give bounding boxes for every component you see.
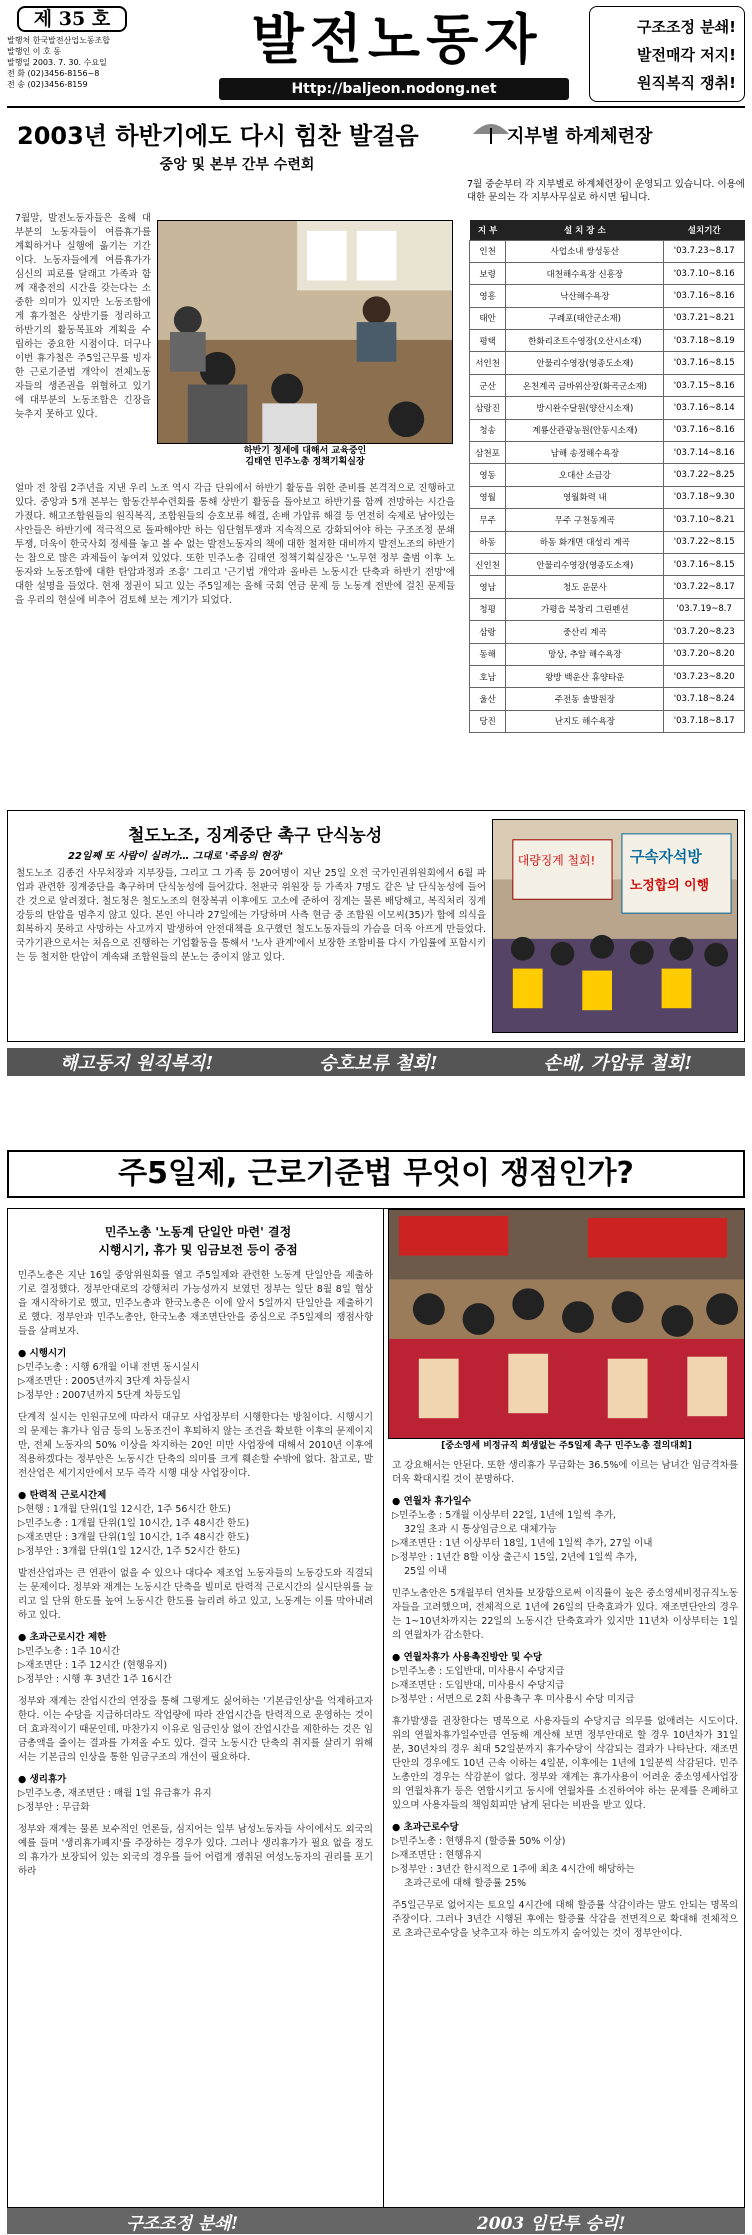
table-cell: '03.7.20~8.20 — [664, 643, 745, 665]
table-row — [470, 710, 745, 732]
table-cell: 동해 — [470, 643, 506, 665]
list-item: ▷재조면단 : 2005년까지 3단계 차등실시 — [18, 1376, 191, 1387]
table-cell: '03.7.23~8.17 — [664, 240, 745, 262]
section-heading: ● 탄력적 근로시간제 — [18, 1490, 107, 1501]
table-row — [470, 374, 745, 396]
table-cell: '03.7.16~8.16 — [664, 285, 745, 307]
section-heading: ● 시행시기 — [18, 1348, 67, 1359]
left-column — [18, 1269, 373, 2204]
slogan: 승호보류 철회! — [319, 1053, 438, 1074]
table-cell: 대천해수욕장 신흥장 — [506, 262, 664, 284]
table-cell: 낙산해수욕장 — [506, 285, 664, 307]
divider — [7, 106, 745, 108]
list-item: ▷정부안 : 3개월 단위(1일 12시간, 1주 52시간 한도) — [18, 1546, 241, 1557]
list-item: ▷민주노총 : 5개월 이상부터 22일, 1년에 1일씩 추가, — [392, 1510, 616, 1521]
table-cell: 온천계곡 금바위산장(화곡군소재) — [506, 374, 664, 396]
column-header: 설 치 장 소 — [506, 220, 664, 240]
article-body: 철도노조 김종건 사무처장과 지부장들, 그리고 그 가족 등 20여명이 지난 25일 오전 국가인권위원회에서 6월 파업과 관련한 징계중단을 촉구하며 단식농성에 들어갔다. 천판국 위원장 등 가족자 7명도 같은 날 단식농성에 들어간 것으로 알려졌다. 철도청은 철도노조의 현장복귀 이후에도 고소에 준하여 징계는 물론 배당해고, 복직처리 징계 강등의 탄압을 멈추지 않고 있다. 본인 아니라 27일에는 가당하며 사측 현금 중 조합원 이모씨(35)가 합에 의식을 회복하지 못하고 사망하는 사고까지 발생하여 안전대책을 요구했던 철도노동자들의 가슴을 더욱 아프게 만들었다. 국가기관으로서는 처음으로 진행하는 기업활동을 통해서 '노사 관계'에서 보장한 조합비를 다시 가입률에 포함시키는 등 철저한 탄압이 계속돼 조합원들의 분노는 중이지 않고 있다. — [16, 868, 486, 963]
table-row — [470, 688, 745, 710]
table-cell: 구례포(태안군소재) — [506, 307, 664, 329]
slogan: 원직복직 쟁취! — [636, 74, 736, 92]
info-line: 발행처 한국발전산업노동조합 — [7, 36, 111, 45]
table-cell: 하동 화개면 대성리 계곡 — [506, 531, 664, 553]
table-row — [470, 621, 745, 643]
table-cell: 삼랑 — [470, 621, 506, 643]
paragraph: 발전산업과는 큰 연관이 없을 수 있으나 대다수 제조업 노동자들의 노동강도와 직결되는 문제이다. 정부와 재계는 노동시간 단축을 빌미로 탄력적 근로시간의 실시단위를 늘리고 일 단위 한도를 높여 노동시간 한도를 늘리려 하고 있고, 노동계는 이를 막아내려 하고 있다. — [18, 1568, 373, 1621]
table-cell: '03.7.18~8.24 — [664, 688, 745, 710]
publisher-info — [7, 35, 193, 90]
table-row — [470, 598, 745, 620]
table-row — [470, 509, 745, 531]
table-cell: 난지도 해수욕장 — [506, 710, 664, 732]
table-cell: 군산 — [470, 374, 506, 396]
list-item: ▷민주노총 : 현행유지 (할증률 50% 이상) — [392, 1836, 566, 1847]
comparison-list — [392, 1509, 738, 1579]
paragraph: 민주노총은 지난 16일 중앙위원회를 열고 주5일제와 관련한 노동계 단일안을 제출하기로 결정했다. 정부안대로의 강행처리 가능성까지 보였던 정부는 일단 8월 8일 협상을 재시작하기로 했고, 민주노총과 한국노총은 이에 앞서 5일까지 단일안을 제출하기로 했다. 정부안과 민주노총안, 한국노총 재조면단안을 중심으로 주5일제의 쟁점사항들을 살펴보자. — [18, 1270, 373, 1337]
table-row — [470, 397, 745, 419]
list-item: 32일 초과 시 통상임금으로 대체가능 — [392, 1524, 557, 1535]
table-cell: '03.7.16~8.14 — [664, 397, 745, 419]
article-headline: 2003년 하반기에도 다시 힘찬 발걸음 — [17, 122, 419, 150]
table-cell: 방시완수달원(양산시소재) — [506, 397, 664, 419]
table-cell: 영흥 — [470, 285, 506, 307]
table-cell: 당진 — [470, 710, 506, 732]
comparison-list — [18, 1787, 373, 1815]
table-cell: 망상, 추암 해수욕장 — [506, 643, 664, 665]
column-divider — [383, 1209, 384, 2209]
training-photo — [157, 220, 453, 444]
banner-text: 대량징계 철회! — [517, 853, 596, 868]
table-cell: 중산리 계곡 — [506, 621, 664, 643]
list-item: ▷재조면단 : 3개월 단위(1일 10시간, 1주 48시간 한도) — [18, 1532, 250, 1543]
slogan-bar — [7, 1048, 745, 1076]
table-cell: 오대산 소금강 — [506, 464, 664, 486]
section-heading: ● 초과근로수당 — [392, 1822, 459, 1833]
table-cell: '03.7.16~8.15 — [664, 352, 745, 374]
table-cell: '03.7.18~8.19 — [664, 330, 745, 352]
table-cell: 무주 구천동계곡 — [506, 509, 664, 531]
paragraph: 주5일근무로 없어지는 토요일 4시간에 대해 할증률 삭감이라는 말도 안되는 명목의 주장이다. 그러나 3년간 시행된 후에는 할증률 삭감을 전면적으로 확대해 전체적으로 초과근로수당을 낮추고자 하는 의도까지 숨어있는 것이 정부안이다. — [392, 1900, 738, 1939]
masthead-info — [7, 4, 193, 105]
website-url[interactable]: Http://baljeon.nodong.net — [219, 78, 569, 100]
article-subtitle: 22일째 또 사람이 실려가… 그대로 '죽음의 현장' — [68, 851, 284, 862]
table-cell: 한화리조트수영장(오산시소재) — [506, 330, 664, 352]
regional-intro: 7월 중순부터 각 지부별로 하계체련장이 운영되고 있습니다. 이용에 대한 문의는 각 지부사무실로 하시면 됩니다. — [467, 179, 745, 203]
slogan: 발전매각 저지! — [636, 46, 736, 64]
table-cell: '03.7.22~8.15 — [664, 531, 745, 553]
table-row — [470, 419, 745, 441]
table-cell: 안물리수영장(영종도소재) — [506, 553, 664, 575]
section-railway — [7, 810, 745, 1042]
lead-line: 민주노총 '노동계 단일안 마련' 결정 — [104, 1225, 292, 1239]
list-item: ▷민주노총 : 시행 6개월 이내 전면 동시실시 — [18, 1362, 200, 1373]
paragraph: 휴가발생을 권장한다는 명목으로 사용자들의 수당지급 의무를 없애려는 시도이다. 위의 연월차휴가일수만큼 연동해 계산해 보면 정부안대로 할 경우 10년차가 31일분, 30년차의 경우 최대 52일분까지 휴가수당이 삭감되는 결과가 나타난다. 재조면단안의 경우에도 10년 근속 이하는 4일분, 이후에는 1년에 1일분씩 삭감된다. 민주노총안의 경우는 삭감분이 없다. 정부와 재계는 휴가사용이 어려운 중소영세사업장의 연월차휴가 등은 연합시키고 동시에 연월차를 소진하여야 하는 문제를 은폐하고 있으며 사용자들의 책임회피만 남게 된다는 비판을 받고 있다. — [392, 1716, 738, 1811]
article-subhead: 중앙 및 본부 간부 수련회 — [159, 157, 315, 173]
table-cell: '03.7.16~8.16 — [664, 419, 745, 441]
section-heading: ● 초과근로시간 제한 — [18, 1632, 107, 1643]
table-row — [470, 486, 745, 508]
paragraph: 정부와 재계는 잔업시간의 연장을 통해 그렇게도 싫어하는 '기본급인상'을 억제하고자 한다. 이는 수당을 지급하더라도 작업량에 따라 잔업시간을 탄력적으로 운영하는 것이 더 효과적이기 때문인데, 마찬가지 이유로 임금인상 없이 잔업시간을 제한하는 것은 임금총액을 줄이는 결과를 가져올 수도 있다. 결국 노동시간 단축의 취지를 살리기 위해서는 기본급의 인상을 통한 임금구조의 개선이 필요하다. — [18, 1696, 373, 1763]
table-cell: 영월화력 내 — [506, 486, 664, 508]
banner-text: 노정합의 이행 — [629, 878, 710, 894]
list-item: ▷현행 : 1개월 단위(1일 12시간, 1주 56시간 한도) — [18, 1504, 231, 1515]
info-line: 발행일 2003. 7. 30. 수요일 — [7, 58, 107, 67]
comparison-list — [18, 1361, 373, 1403]
table-cell: 서인천 — [470, 352, 506, 374]
table-row — [470, 285, 745, 307]
column-header: 지 부 — [470, 220, 506, 240]
rally-photo — [388, 1209, 745, 1439]
list-item: 25일 이내 — [392, 1566, 447, 1577]
list-item: ▷정부안 : 2007년까지 5단계 차등도입 — [18, 1390, 181, 1401]
column-header: 설치기간 — [664, 220, 745, 240]
table-cell: '03.7.21~8.21 — [664, 307, 745, 329]
regional-table — [469, 220, 745, 733]
photo-caption: [중소영세 비정규직 희생없는 주5일제 촉구 민주노총 결의대회] — [441, 1441, 692, 1451]
table-cell: 청평 — [470, 598, 506, 620]
table-cell: 호남 — [470, 665, 506, 687]
table-row — [470, 665, 745, 687]
table-row — [470, 330, 745, 352]
section-heading: ● 연월차 휴가일수 — [392, 1496, 472, 1507]
article-lead: 7월말, 발전노동자들은 올해 대부분의 노동자들이 여름휴가를 계획하거나 실행에 옮기는 기간이다. 노동자들에게 여름휴가가 심신의 피로를 달래고 가족과 함께 재충전의 시간을 갖는다는 소중한 의미가 있지만 노동조합에게 휴가철은 상반기를 정리하고 하반기의 활동목표와 계획을 수립하는 중요한 시점이다. 더구나 이번 휴가철은 주5일근무를 빙자한 근로기준법 개악이 전체노동자들의 생존권을 위협하고 있기에 대부분의 노동조합은 긴장을 늦추지 못하고 있다. — [15, 213, 151, 420]
photo-caption — [157, 446, 453, 468]
table-cell: 영월 — [470, 486, 506, 508]
bottom-slogan-bar — [7, 2208, 745, 2234]
list-item: ▷민주노총 : 1주 10시간 — [18, 1646, 120, 1657]
table-cell: 영동 — [470, 464, 506, 486]
table-cell: '03.7.18~9.30 — [664, 486, 745, 508]
table-body — [470, 240, 745, 733]
slogan: 2003 임단투 승리! — [476, 2213, 626, 2234]
list-item: ▷재조면단 : 1주 12시간 (현행유지) — [18, 1660, 168, 1671]
paragraph: 민주노총안은 5개월부터 연차를 보장함으로써 이직률이 높은 중소영세비정규직노동자들을 고려했으며, 전체적으로 1년에 26일의 단축효과가 있다. 재조면단안의 경우는 1~10년차까지는 22일의 노동시간 단축효과가 있지만 11년차 이상부터는 1일의 연월차가 감소한다. — [392, 1588, 738, 1641]
slogan: 구조조정 분쇄! — [126, 2213, 239, 2234]
slogan: 해고동지 원직복직! — [59, 1053, 214, 1074]
table-cell: 가평읍 북창리 그린펜션 — [506, 598, 664, 620]
table-row — [470, 643, 745, 665]
list-item: 초과근로에 대해 할증률 25% — [392, 1878, 527, 1889]
feature-box — [7, 1208, 745, 2208]
table-cell: '03.7.22~8.25 — [664, 464, 745, 486]
table-cell: 삼천포 — [470, 442, 506, 464]
table-cell: 주전동 솔발원장 — [506, 688, 664, 710]
table-cell: 무주 — [470, 509, 506, 531]
table-cell: 청송 — [470, 419, 506, 441]
table-cell: '03.7.10~8.21 — [664, 509, 745, 531]
table-header — [470, 220, 745, 240]
table-cell: 청도 운문사 — [506, 576, 664, 598]
table-cell: 신인천 — [470, 553, 506, 575]
table-cell: '03.7.19~8.7 — [664, 598, 745, 620]
table-row — [470, 262, 745, 284]
table-cell: '03.7.18~8.17 — [664, 710, 745, 732]
issue-number: 제 35 호 — [17, 6, 127, 32]
table-cell: 안물리수영장(영종도소재) — [506, 352, 664, 374]
table-cell: '03.7.10~8.16 — [664, 262, 745, 284]
section-heading: ● 생리휴가 — [18, 1774, 67, 1785]
table-cell: 사업소내 쌍성동산 — [506, 240, 664, 262]
paragraph: 정부와 재계는 물론 보수적인 언론들, 심지어는 일부 남성노동자들 사이에서도 외국의 예를 들며 '생리휴가폐지'를 주장하는 경우가 있다. 그러나 생리휴가가 필요 없을 정도의 휴가가 보장되어 있는 외국의 경우를 들어 어렵게 쟁취된 여성노동자의 권리를 포기하라 — [18, 1824, 373, 1877]
table-cell: '03.7.15~8.16 — [664, 374, 745, 396]
paragraph: 고 강요해서는 안된다. 또한 생리휴가 무급화는 36.5%에 이르는 남녀간 임금격차를 더욱 확대시킬 것이 분명하다. — [392, 1460, 738, 1485]
feature-lead-head — [18, 1223, 378, 1259]
list-item: ▷민주노총 : 도입반대, 미사용시 수당지급 — [392, 1666, 565, 1677]
newspaper-title: 발전노동자 — [251, 8, 543, 71]
table-cell: '03.7.14~8.16 — [664, 442, 745, 464]
table-row — [470, 553, 745, 575]
table-cell: 태안 — [470, 307, 506, 329]
list-item: ▷재조면단 : 도입반대, 미사용시 수당지급 — [392, 1680, 565, 1691]
list-item: ▷정부안 : 무급화 — [18, 1802, 90, 1813]
table-cell: '03.7.22~8.17 — [664, 576, 745, 598]
list-item: ▷재조면단 : 현행유지 — [392, 1850, 482, 1861]
lead-line: 시행시기, 휴가 및 임금보전 등이 중점 — [98, 1243, 298, 1257]
slogan: 구조조정 분쇄! — [636, 18, 736, 36]
table-cell: '03.7.23~8.20 — [664, 665, 745, 687]
table-row — [470, 531, 745, 553]
regional-title: 지부별 하계체련장 — [507, 126, 653, 147]
info-line: 발행인 이 호 동 — [7, 47, 61, 56]
list-item: ▷재조면단 : 1년 이상부터 18일, 1년에 1일씩 추가, 27일 이내 — [392, 1538, 653, 1549]
paragraph: 단계적 실시는 인원규모에 따라서 대규모 사업장부터 시행한다는 방침이다. 시행시기의 문제는 휴가나 임금 등의 노동조건이 후퇴하지 않는 조건을 확보한 이후의 문제이지만, 전체 노동자의 50% 이상을 차지하는 20인 미만 사업장에 대해서 2010년 이후에 적용하겠다는 정부안은 노동시간 단축의 의미를 크게 훼손할 수밖에 없다. 참고로, 발전산업은 세기지안에서 모두 즉각 시행 대상 사업장이다. — [18, 1412, 373, 1479]
caption-line: 하반기 정세에 대해서 교육중인 — [243, 446, 367, 456]
info-line: 전 송 (02)3456-8159 — [7, 80, 88, 89]
table-cell: 보령 — [470, 262, 506, 284]
article-body: 얼마 전 창립 2주년을 지낸 우리 노조 역시 각급 단위에서 하반기 활동을 위한 준비를 본격적으로 진행하고 있다. 중앙과 5개 본부는 합동간부수련회를 통해 상반기 활동을 돌아보고 하반기를 함께 전망하는 시간을 가졌다. 해고조합원들의 원직복직, 조합원들의 승호보류 해결, 손배 가압류 해결 등 연전히 숙제로 남아있는 사안들은 하반기에 적극적으로 돌파해야만 하는 임단협투쟁과 지속적으로 강화되어야 하는 구조조정 분쇄투쟁, 더욱이 한국사회 정세를 놓고 볼 수 없는 발전노동자의 책에 대한 철저한 대비까지 발전노조의 하반기는 참으로 많은 과제들이 놓여져 있었다. 또한 민주노총 김태연 정책기획실장은 '노무현 정부 출범 이후 노동자와 노동조합에 대한 탄압과정과 조흥' 그리고 '근기법 개악과 올바른 노동시간 단축과 하반기 전망'에 대한 설명을 들었다. 현재 정권이 되고 있는 주5일제는 올해 국회 연금 문제 등 노동계 전반에 걸친 문제들을 우리의 현실에 비추어 검토해 보는 계기가 되었다. — [15, 483, 455, 606]
table-cell: 왕방 백운산 휴양타운 — [506, 665, 664, 687]
table-cell: '03.7.16~8.15 — [664, 553, 745, 575]
list-item: ▷정부안 : 서면으로 2회 사용촉구 후 미사용시 수당 미지급 — [392, 1694, 635, 1705]
table-cell: 계룡산관광농원(안동시소재) — [506, 419, 664, 441]
comparison-list — [392, 1835, 738, 1891]
table-row — [470, 442, 745, 464]
list-item: ▷민주노총, 재조면단 : 매월 1일 유급휴가 유지 — [18, 1788, 212, 1799]
section-feature — [7, 1150, 745, 2234]
info-line: 전 화 (02)3456-8156~8 — [7, 69, 100, 78]
table-cell: 인천 — [470, 240, 506, 262]
caption-line: 김태연 민주노총 정책기획실장 — [245, 457, 365, 467]
comparison-list — [18, 1645, 373, 1687]
slogan: 손배, 가압류 철회! — [543, 1053, 692, 1074]
banner-text: 구속자석방 — [629, 847, 702, 866]
table-row — [470, 576, 745, 598]
masthead-slogans — [589, 6, 745, 102]
list-item: ▷민주노총 : 1개월 단위(1일 10시간, 1주 48시간 한도) — [18, 1518, 250, 1529]
article-title: 철도노조, 징계중단 촉구 단식농성 — [128, 826, 383, 846]
comparison-list — [18, 1503, 373, 1559]
list-item: ▷정부안 : 1년간 8할 이상 출근시 15일, 2년에 1일씩 추가, — [392, 1552, 638, 1563]
feature-headline: 주5일제, 근로기준법 무엇이 쟁점인가? — [7, 1150, 745, 1198]
masthead — [7, 4, 745, 105]
comparison-list — [392, 1665, 738, 1707]
protest-photo — [492, 819, 738, 1033]
table-row — [470, 307, 745, 329]
table-cell: 울산 — [470, 688, 506, 710]
right-column — [392, 1459, 738, 2204]
table-row — [470, 240, 745, 262]
table-cell: 하동 — [470, 531, 506, 553]
section-heading: ● 연월차휴가 사용촉진방안 및 수당 — [392, 1652, 542, 1663]
table-cell: 영남 — [470, 576, 506, 598]
table-row — [470, 352, 745, 374]
table-row — [470, 464, 745, 486]
list-item: ▷정부안 : 3년간 한시적으로 1주에 최초 4시간에 해당하는 — [392, 1864, 635, 1875]
table-cell: 삼랑진 — [470, 397, 506, 419]
list-item: ▷정부안 : 시행 후 3년간 1주 16시간 — [18, 1674, 172, 1685]
table-cell: '03.7.20~8.23 — [664, 621, 745, 643]
table-cell: 평택 — [470, 330, 506, 352]
table-cell: 남해 송정해수욕장 — [506, 442, 664, 464]
